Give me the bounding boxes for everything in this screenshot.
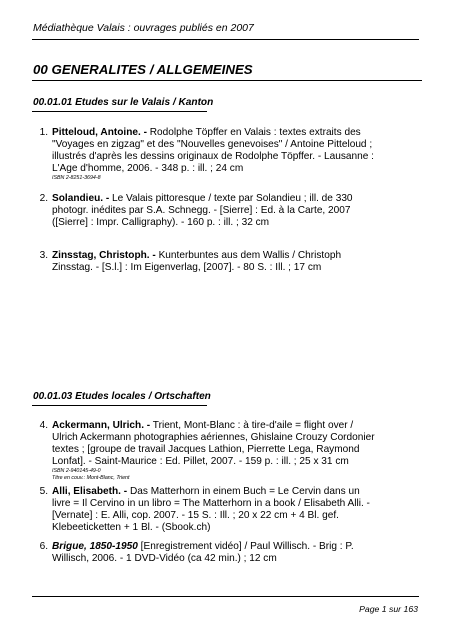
entry-isbn: ISBN 2-8251-3694-8 xyxy=(52,175,101,181)
entry-line: Zinsstag. - [S.l.] : Im Eigenverlag, [2007]. - 80 S. : Ill. ; 17 cm xyxy=(52,262,322,273)
entry-isbn: ISBN 2-940145-49-0 xyxy=(52,468,101,474)
entry-line: "Voyages en zigzag" et des "Nouvelles genevoises" / Antoine Pitteloud ; xyxy=(52,139,373,150)
bibliography-entry xyxy=(39,541,402,565)
entry-number: 1. xyxy=(39,127,48,138)
entry-line: Zinsstag, Christoph. - Kunterbuntes aus dem Wallis / Christoph xyxy=(52,250,342,261)
entry-author: Solandieu. - xyxy=(52,193,110,204)
entry-line: Alli, Elisabeth. - Das Matterhorn in einem Buch = Le Cervin dans un xyxy=(52,486,360,497)
entry-line: Brigue, 1850-1950 [Enregistrement vidéo] / Paul Willisch. - Brig : P. xyxy=(52,541,354,552)
entry-note: Titre en couv.: Mont-Blanc, Trient xyxy=(52,475,130,481)
entry-author: Zinsstag, Christoph. - xyxy=(52,250,156,261)
section-rule xyxy=(32,80,422,81)
running-header: Médiathèque Valais : ouvrages publiés en 2007 xyxy=(33,22,254,34)
entry-line: Willisch, 2006. - 1 DVD-Vidéo (ca 42 min.) ; 12 cm xyxy=(52,553,277,564)
entry-number: 6. xyxy=(39,541,48,552)
entry-line: Lonfat]. - Saint-Maurice : Ed. Pillet, 2007. - 159 p. : ill. ; 25 x 31 cm xyxy=(52,456,349,467)
subsection-rule xyxy=(32,405,207,406)
entry-number: 5. xyxy=(39,486,48,497)
bibliography-entry xyxy=(39,127,402,182)
footer-rule xyxy=(32,596,419,597)
subsection-rule xyxy=(32,111,207,112)
bibliography-entry xyxy=(39,420,402,482)
entry-author: Pitteloud, Antoine. - xyxy=(52,127,147,138)
page-number: Page 1 sur 163 xyxy=(359,604,418,614)
entry-line: photogr. inédites par S.A. Schnegg. - [Sierre] : Ed. à la Carte, 2007 xyxy=(52,205,351,216)
entry-line: illustrés d'après les dessins originaux de Rodolphe Töpffer. - Lausanne : xyxy=(52,151,374,162)
subsection-title: 00.01.01 Etudes sur le Valais / Kanton xyxy=(33,97,214,108)
entry-title: Brigue, 1850-1950 xyxy=(52,541,138,552)
entry-number: 4. xyxy=(39,420,48,431)
bibliography-entry xyxy=(39,486,402,534)
entry-line: livre = Il Cervino in un libro = The Matterhorn in a book / Elisabeth Alli. - xyxy=(52,498,370,509)
entry-line: Pitteloud, Antoine. - Rodolphe Töpffer en Valais : textes extraits des xyxy=(52,127,361,138)
entry-line: textes ; [groupe de travail Jacques Lathion, Pierrette Lega, Raymond xyxy=(52,444,360,455)
entry-line: Ackermann, Ulrich. - Trient, Mont-Blanc : à tire-d'aile = flight over / xyxy=(52,420,354,431)
entry-line: Ulrich Ackermann photographies aériennes, Ghislaine Crouzy Cordonier xyxy=(52,432,375,443)
subsection-title: 00.01.03 Etudes locales / Ortschaften xyxy=(33,391,211,402)
entry-line: [Vernate] : E. Alli, cop. 2007. - 15 S. : Ill. ; 20 x 22 cm + 4 Bl. gef. xyxy=(52,510,339,521)
header-rule xyxy=(32,39,419,40)
entry-author: Alli, Elisabeth. - xyxy=(52,486,128,497)
entry-line: L'Age d'homme, 2006. - 348 p. : ill. ; 24 cm xyxy=(52,163,244,174)
section-title: 00 GENERALITES / ALLGEMEINES xyxy=(33,62,253,77)
entry-number: 2. xyxy=(39,193,48,204)
entry-line: ([Sierre] : Impr. Calligraphy). - 160 p. : ill. ; 32 cm xyxy=(52,217,270,228)
entry-line: Solandieu. - Le Valais pittoresque / texte par Solandieu ; ill. de 330 xyxy=(52,193,353,204)
entry-line: Klebeeticketten + 1 Bl. - (Sbook.ch) xyxy=(52,522,211,533)
entry-author: Ackermann, Ulrich. - xyxy=(52,420,151,431)
bibliography-entry xyxy=(39,250,402,274)
entry-number: 3. xyxy=(39,250,48,261)
bibliography-entry xyxy=(39,193,402,229)
